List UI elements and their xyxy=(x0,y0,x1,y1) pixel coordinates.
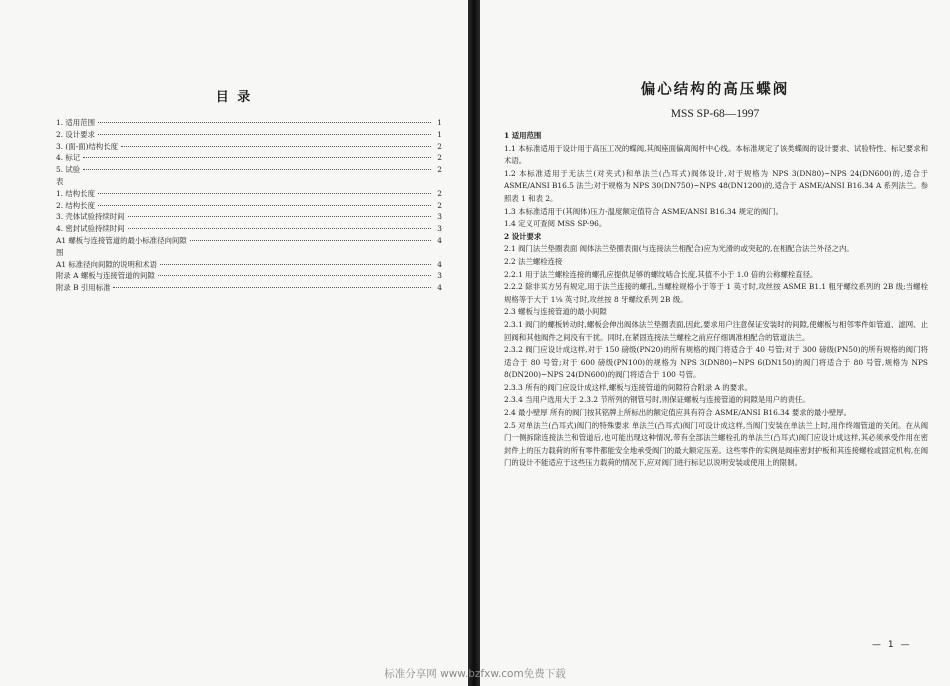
toc-entry xyxy=(56,270,442,282)
toc-entry xyxy=(56,211,442,223)
toc-leader-dots xyxy=(158,275,431,276)
toc-entry-label: 图 xyxy=(56,247,64,257)
paragraph: 2.3 螺板与连接管道的最小间隙 xyxy=(504,307,607,317)
toc-page-number: 2 xyxy=(437,165,442,175)
toc-page-number: 2 xyxy=(437,200,442,210)
toc-entry-label: 表 xyxy=(56,176,64,186)
paragraph: 1.3 本标准适用于(其阀体)压力-温度额定值符合 ASME/ANSI B16.34 规定的阀门。 xyxy=(504,206,784,216)
toc-leader-dots xyxy=(83,169,431,170)
section-heading: 1 适用范围 xyxy=(504,131,542,140)
content-page xyxy=(480,0,950,686)
paragraph: 2.2 法兰螺栓连接 xyxy=(504,256,563,266)
toc-entry xyxy=(56,223,442,235)
toc-page-number: 1 xyxy=(437,129,442,139)
toc-entry-label: 5. 试验 xyxy=(56,165,81,175)
paragraph: 2.3.4 当用户选用大于 2.3.2 节所列的钢管号时,则保证螺板与连接管道的间隙是用户的责任。 xyxy=(504,395,810,405)
paragraph: 2.2.2 除非买方另有规定,用于法兰连接的螺孔,当螺栓规格小于等于 1 英寸时,攻丝按 ASME B1.1 粗牙螺纹系列的 2B 级;当螺栓规格等于大于 1⅛ 英寸时,攻丝按 8 牙螺纹系列 2B 级。 xyxy=(504,282,928,304)
paragraph: 1.2 本标准适用于无法兰(对夹式)和单法兰(凸耳式)阀体设计,对于规格为 NPS 3(DN80)~NPS 24(DN600)的,适合于 ASME/ANSI B16.5 法兰;对于规格为 NPS 30(DN750)~NPS 48(DN1200)的,适合于 ASME/ANSI B16.34 A 系列法兰。参照表 1 和表 2。 xyxy=(504,168,928,203)
paragraph: 2.4 最小壁厚 所有的阀门按其铭牌上所标出的额定值应具有符合 ASME/ANSI B16.34 要求的最小壁厚。 xyxy=(504,408,852,418)
document-title: 偏心结构的高压蝶阀 xyxy=(640,82,790,98)
toc-entry-label: 3. (面-面)结构长度 xyxy=(56,141,119,151)
toc-page-number: 2 xyxy=(437,188,442,198)
toc-entry xyxy=(56,259,442,271)
toc-page-number: 1 xyxy=(437,118,442,127)
toc-page-number: 3 xyxy=(437,224,442,234)
paragraph: 1.1 本标准适用于设计用于高压工况的蝶阀,其阀座面偏离阀杆中心线。本标准规定了该类蝶阀的设计要求、试验特性、标记要求和术语。 xyxy=(504,143,928,166)
toc-leader-dots xyxy=(83,157,431,158)
paragraph: 2.3.3 所有的阀门应设计成这样,螺板与连接管道的间隙符合附录 A 的要求。 xyxy=(504,382,752,392)
toc-leader-dots xyxy=(98,205,431,206)
toc-entry xyxy=(56,235,442,247)
paragraph: 2.5 对单法兰(凸耳式)阀门的特殊要求 单法兰(凸耳式)阀门可设计成这样,当阀门安装在单法兰上时,用作终端管道的关闭。在从阀门一侧拆除连接法兰和管道后,也可能出现这种情况,带有全部法兰螺栓孔的单法兰(凸耳式)阀门应设计成这样,其必须承受作用在密封件上的压力载荷的所有零件都能安全地承受阀门的最大额定压差。这些零件的实例是阀座密封护板和其连接螺栓或固定机构,在阀门的设计不能适应于这些压力载荷的情况下,应对阀门进行标记以说明安装或使用上的限制。 xyxy=(504,420,928,468)
toc-leader-dots xyxy=(98,122,431,123)
toc-leader-dots xyxy=(160,264,431,265)
section-heading: 2 设计要求 xyxy=(504,231,542,241)
toc-entry xyxy=(56,188,442,200)
document-body xyxy=(504,130,928,470)
paragraph: 2.3.2 阀门应设计成这样,对于 150 磅级(PN20)的所有规格的阀门将适合于 40 号管;对于 300 磅级(PN50)的所有规格的阀门将适合于 80 号管;对于 600 磅级(PN100)的规格为 NPS 3(DN80)~NPS 6(DN150)的阀门将适合于 80 号管,规格为 NPS 8(DN200)~NPS 24(DN600)的阀门将适合于 100 号管。 xyxy=(504,345,928,380)
toc-leader-dots xyxy=(128,228,431,229)
toc-entry-label: 4. 标记 xyxy=(56,153,81,163)
toc-entry xyxy=(56,200,442,212)
toc-page-number: 4 xyxy=(437,235,442,245)
toc-leader-dots xyxy=(128,216,431,217)
toc-page-number: 2 xyxy=(437,141,442,151)
toc-entry xyxy=(56,152,442,164)
toc-leader-dots xyxy=(98,193,431,194)
toc-entry-label: 4. 密封试验持续时间 xyxy=(56,224,125,234)
toc-entry-label: 2. 设计要求 xyxy=(56,129,95,139)
paragraph: 2.2.1 用于法兰螺栓连接的螺孔应提供足够的螺纹啮合长度,其值不小于 1.0 倍的公称螺栓直径。 xyxy=(504,269,818,279)
toc-leader-dots xyxy=(98,134,431,135)
toc-entry xyxy=(56,282,442,294)
toc-page xyxy=(0,0,468,686)
toc-leader-dots xyxy=(190,240,431,241)
toc-list xyxy=(56,117,442,294)
toc-entry-label: 1. 结构长度 xyxy=(56,188,95,198)
page-number: — 1 — xyxy=(872,640,912,650)
toc-entry xyxy=(56,129,442,141)
toc-entry-label: A1 螺板与连接管道的最小标准径向间隙 xyxy=(56,235,187,245)
toc-group-heading xyxy=(56,247,442,259)
toc-leader-dots xyxy=(113,287,431,288)
toc-entry xyxy=(56,164,442,176)
paragraph: 1.4 定义可查阅 MSS SP-96。 xyxy=(504,219,607,229)
paragraph: 2.3.1 阀门的螺板转动时,螺板会伸出阀体法兰垫圈表面,因此,要求用户注意保证安装时的间隙,使螺板与相邻零件如管道、滤网、止回阀和其他阀件之间没有干扰。同时,在紧固连接法兰螺栓之前应仔细调准相配合的管道法兰。 xyxy=(504,319,928,342)
toc-entry-label: 附录 A 螺板与连接管道的间隙 xyxy=(56,271,155,281)
toc-entry xyxy=(56,141,442,153)
toc-entry-label: 附录 B 引用标准 xyxy=(56,283,111,293)
toc-entry-label: A1 标准径向间隙的说明和术语 xyxy=(56,259,158,269)
toc-leader-dots xyxy=(121,146,431,147)
toc-page-number: 2 xyxy=(437,153,442,163)
toc-entry xyxy=(56,117,442,129)
book-gutter xyxy=(468,0,480,686)
toc-entry-label: 3. 壳体试验持续时间 xyxy=(56,212,125,222)
toc-page-number: 4 xyxy=(437,283,442,293)
toc-group-heading xyxy=(56,176,442,188)
paragraph: 2.1 阀门法兰垫圈表面 阀体法兰垫圈表面(与连接法兰相配合)应为光滑的或突起的,在相配合法兰外径之内。 xyxy=(504,244,854,254)
toc-page-number: 4 xyxy=(437,259,442,269)
standard-code: MSS SP-68—1997 xyxy=(670,108,760,120)
toc-page-number: 3 xyxy=(437,212,442,222)
toc-entry-label: 1. 适用范围 xyxy=(56,118,95,127)
toc-entry-label: 2. 结构长度 xyxy=(56,200,95,210)
toc-title: 目 录 xyxy=(215,90,253,105)
toc-page-number: 3 xyxy=(437,271,442,281)
watermark-text: 标准分享网 www.bzfxw.com免费下载 xyxy=(384,668,566,680)
